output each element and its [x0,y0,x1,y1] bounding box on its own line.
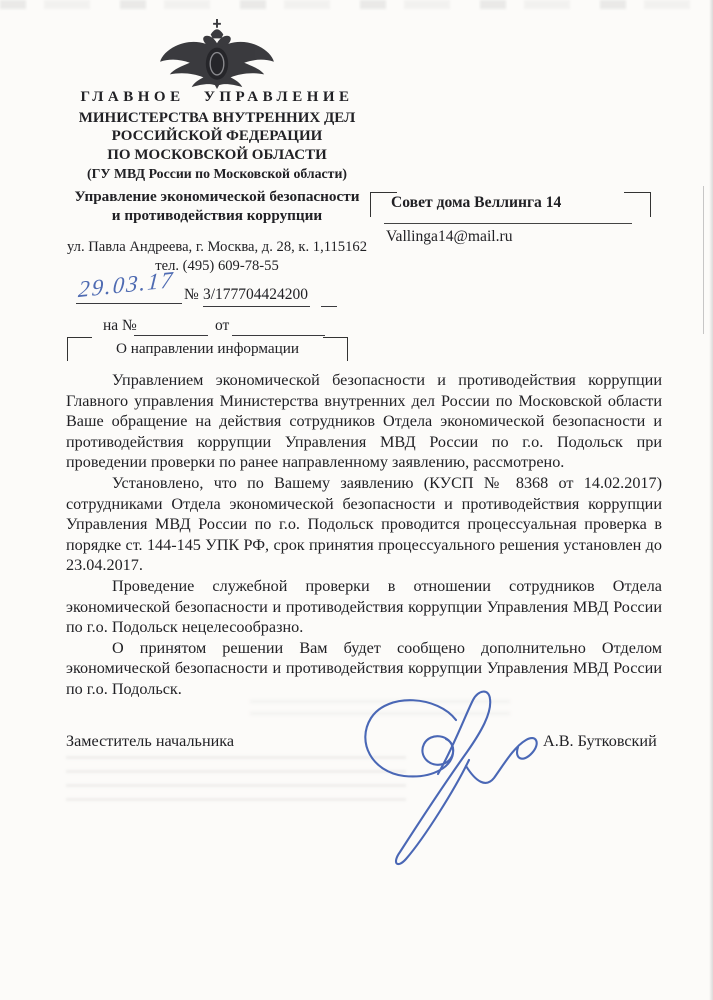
division-name [62,187,372,225]
body-paragraph: О принятом решении Вам будет сообщено дополнительно Отделом экономической безопасности и противодействия коррупции Управления МВД России по г.о. Подольск. [66,638,662,698]
handwritten-signature-icon [338,686,553,882]
addressee-name: Совет дома Веллинга 14 [391,194,562,211]
number-underline-tail [321,286,337,307]
letterhead-org-block [62,88,372,184]
signer-position: Заместитель начальника [66,732,235,750]
org-address [52,238,382,275]
letter-body [66,370,662,700]
body-paragraph: Проведение служебной проверки в отношении сотрудников Отдела экономической безопасности и противодействия коррупции Управления МВД России по г.о. Подольск нецелесообразно. [66,576,662,637]
date-underline [76,281,182,304]
org-name-line: РОССИЙСКОЙ ФЕДЕРАЦИИ [111,128,323,144]
handwritten-date: 29.03.17 [77,266,176,303]
reply-number-label: на № [103,317,137,334]
org-name-line: МИНИСТЕРСТВА ВНУТРЕННИХ ДЕЛ [78,109,356,126]
outgoing-number: 3/177704424200 [203,286,310,307]
reply-date-blank [232,315,325,336]
reply-from-label: от [215,317,230,334]
scan-shadow-right-edge [709,0,713,1000]
address-street: ул. Павла Андреева, г. Москва, д. 28, к. 1,115162 [67,239,367,255]
addressee-email: Vallinga14@mail.ru [386,228,513,245]
division-line: Управление экономической безопасности [74,188,360,205]
org-short-name: (ГУ МВД России по Московской области) [87,166,347,181]
org-name-line: ПО МОСКОВСКОЙ ОБЛАСТИ [107,146,327,163]
signer-name: А.В. Бутковский [543,732,657,750]
number-sign: № [184,286,199,303]
subject-line: О направлении информации [115,340,300,357]
org-name-line: ГЛАВНОЕ УПРАВЛЕНИЕ [80,89,354,105]
body-paragraph: Установлено, что по Вашему заявлению (КУСП № 8368 от 14.02.2017) сотрудниками Отдела экономической безопасности и противодействия коррупции Управления МВД России по г.о. Подольск проводится процессуальная проверка в порядке ст. 144-145 УПК РФ, срок принятия процессуального решения установлен до 23.04.2017. [66,473,662,575]
mvd-double-eagle-emblem-icon [158,18,276,90]
subject-corner-mark-right [323,337,348,361]
address-phone: тел. (495) 609-78-55 [155,257,279,274]
scan-line-right-edge [703,186,704,334]
addressee-underline [384,202,632,224]
reply-number-blank [134,315,208,336]
scan-noise-top-edge [0,0,713,9]
body-paragraph: Управлением экономической безопасности и противодействия коррупции Главного управления Министерства внутренних дел России по Московской области Ваше обращение на действия сотрудников Отдела экономической безопасности и противодействия коррупции Управления МВД России по г.о. Подольск при проведении проверки по ранее направленному заявлению, рассмотрено. [66,371,662,472]
subject-corner-mark-left [67,337,92,361]
division-line: и противодействия коррупции [111,207,323,224]
